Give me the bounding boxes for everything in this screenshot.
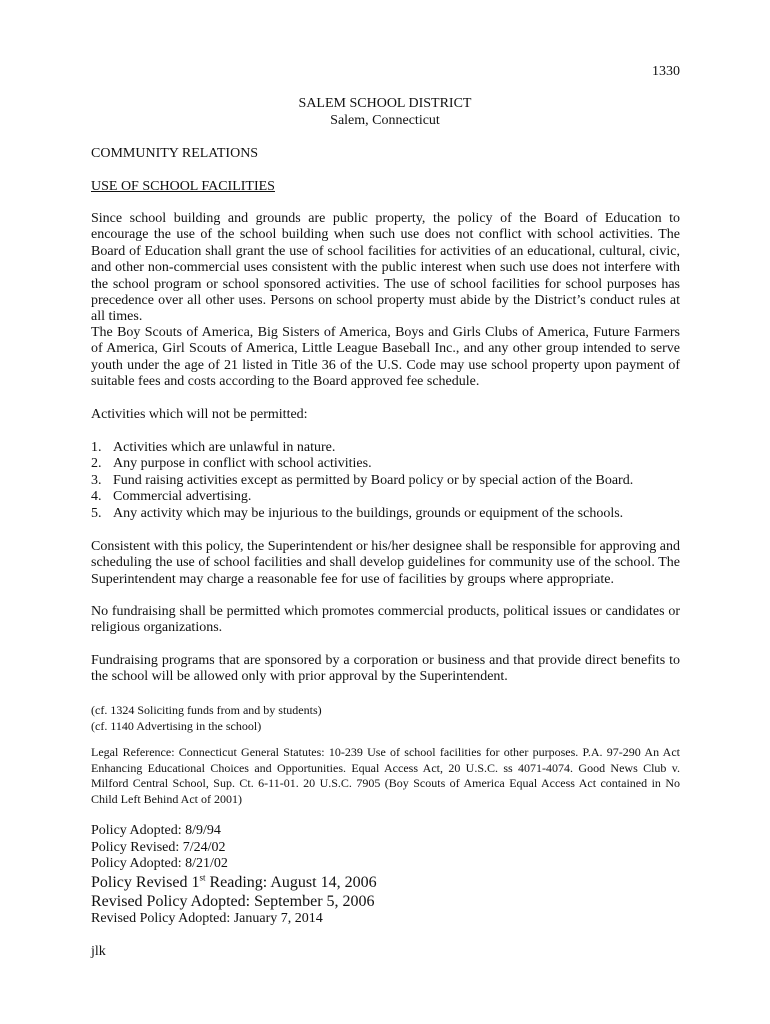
list-item: 1. Activities which are unlawful in nature. xyxy=(91,440,336,455)
history-revised-2006: Policy Revised 1st Reading: August 14, 2006 xyxy=(91,872,377,891)
list-item: 2. Any purpose in conflict with school activities. xyxy=(91,456,372,472)
list-item: 5. Any activity which may be injurious to the buildings, grounds or equipment of the schools. xyxy=(91,505,624,521)
paragraph-intro: Since school building and grounds are public property, the policy of the Board of Education to encourage the use of the school building when such use does not conflict with school activities. The Board of Education shall grant the use of school facilities for activities of an educational, cultural, civic, and other non-commercial uses consistent with the public interest when such use does not interfere with the school program or school sponsored activities. The use of school facilities for school purposes has precedence over all other uses. Persons on school property must abide by the District’s conduct rules at all times. xyxy=(91,211,680,325)
list-intro: Activities which will not be permitted: xyxy=(91,407,308,422)
cross-reference-2: (cf. 1140 Advertising in the school) xyxy=(91,719,262,733)
history-revised-2002: Policy Revised: 7/24/02 xyxy=(91,839,226,855)
history-adopted-1994: Policy Adopted: 8/9/94 xyxy=(91,823,221,838)
series-heading: COMMUNITY RELATIONS xyxy=(91,146,259,161)
paragraph-superintendent: Consistent with this policy, the Superintendent or his/her designee shall be responsible for approving and scheduling the use of school facilities and shall develop guidelines for community use of the school. The Superintendent may charge a reasonable fee for use of facilities by groups where appropriate. xyxy=(91,539,680,587)
history-adopted-2006: Revised Policy Adopted: September 5, 2006 xyxy=(91,892,375,910)
paragraph-youth-groups: The Boy Scouts of America, Big Sisters of America, Boys and Girls Clubs of America, Future Farmers of America, Girl Scouts of America, Little League Baseball Inc., and any other group intended to serve youth under the age of 21 listed in Title 36 of the U.S. Code may use school property upon payment of suitable fees and costs according to the Board approved fee schedule. xyxy=(91,325,680,390)
legal-reference: Legal Reference: Connecticut General Statutes: 10-239 Use of school facilities for other purposes. P.A. 97-290 An Act Enhancing Educational Choices and Opportunities. Equal Access Act, 20 U.S.C. ss 4071-4074. Good News Club v. Milford Central School, Sup. Ct. 6-11-01. 20 U.S.C. 7905 (Boy Scouts of America Equal Access Act contained in No Child Left Behind Act of 2001) xyxy=(91,745,680,806)
policy-number: 1330 xyxy=(652,64,680,79)
policy-history xyxy=(91,823,377,927)
list-item: 3. Fund raising activities except as permitted by Board policy or by special action of the Board. xyxy=(91,472,634,488)
paragraph-no-fundraising: No fundraising shall be permitted which promotes commercial products, political issues or candidates or religious organizations. xyxy=(91,604,680,636)
author-initials: jlk xyxy=(91,944,106,959)
paragraph-sponsored-fundraising: Fundraising programs that are sponsored by a corporation or business and that provide direct benefits to the school will be allowed only with prior approval by the Superintendent. xyxy=(91,653,680,685)
list-item: 4. Commercial advertising. xyxy=(91,489,252,505)
district-location: Salem, Connecticut xyxy=(330,113,440,128)
history-adopted-2002: Policy Adopted: 8/21/02 xyxy=(91,856,228,871)
prohibited-activities-list xyxy=(91,440,691,522)
policy-title: USE OF SCHOOL FACILITIES xyxy=(91,179,275,194)
district-name: SALEM SCHOOL DISTRICT xyxy=(298,96,472,111)
cross-reference-1: (cf. 1324 Soliciting funds from and by students) xyxy=(91,703,322,717)
history-adopted-2014: Revised Policy Adopted: January 7, 2014 xyxy=(91,910,323,926)
